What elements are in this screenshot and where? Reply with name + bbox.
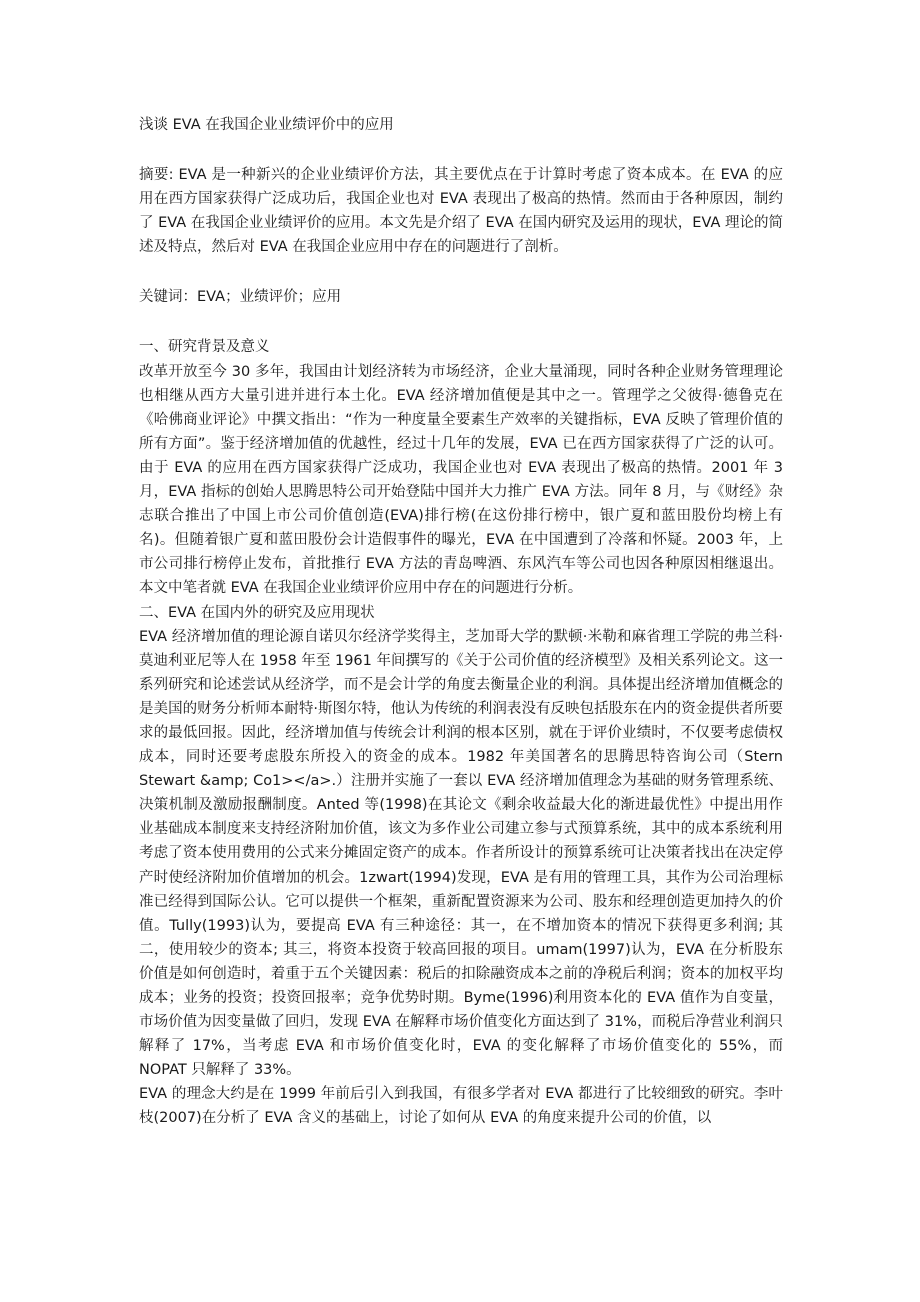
document-page <box>139 113 783 1131</box>
domestic-research-paragraph: EVA 的理念大约是在 1999 年前后引入到我国，有很多学者对 EVA 都进行了比较细致的研究。李叶枝(2007)在分析了 EVA 含义的基础上，讨论了如何从 EVA 的角度来提升公司的价值，以 <box>139 1086 783 1127</box>
keywords-line: 关键词：EVA；业绩评价；应用 <box>139 289 342 306</box>
research-status-paragraph: EVA 经济增加值的理论源自诺贝尔经济学奖得主，芝加哥大学的默顿·米勒和麻省理工学院的弗兰科·莫迪利亚尼等人在 1958 年至 1961 年间撰写的《关于公司价值的经济模型》及相关系列论文。这一系列研究和论述尝试从经济学，而不是会计学的角度去衡量企业的利润。具体提出经济增加值概念的是美国的财务分析师本耐特·斯图尔特，他认为传统的利润表没有反映包括股东在内的资金提供者所要求的最低回报。因此，经济增加值与传统会计利润的根本区别，就在于评价业绩时，不仅要考虑债权成本，同时还要考虑股东所投入的资金的成本。1982 年美国著名的思腾思特咨询公司（Stern Stewart &amp; Co1></a>.）注册并实施了一套以 EVA 经济增加值理念为基础的财务管理系统、决策机制及激励报酬制度。Anted 等(1998)在其论文《剩余收益最大化的渐进最优性》中提出用作业基础成本制度来支持经济附加价值，该文为多作业公司建立参与式预算系统，其中的成本系统利用考虑了资本使用费用的公式来分摊固定资产的成本。作者所设计的预算系统可让决策者找出在决定停产时使经济附加价值增加的机会。1zwart(1994)发现，EVA 是有用的管理工具，其作为公司治理标准已经得到国际公认。它可以提供一个框架，重新配置资源来为公司、股东和经理创造更加持久的价值。Tully(1993)认为，要提高 EVA 有三种途径：其一，在不增加资本的情况下获得更多利润; 其二，使用较少的资本; 其三，将资本投资于较高回报的项目。umam(1997)认为，EVA 在分析股东价值是如何创造时，着重于五个关键因素：税后的扣除融资成本之前的净税后利润；资本的加权平均成本；业务的投资；投资回报率；竞争优势时期。Byme(1996)利用资本化的 EVA 值作为自变量，市场价值为因变量做了回归，发现 EVA 在解释市场价值变化方面达到了 31%，而税后净营业利润只解释了 17%，当考虑 EVA 和市场价值变化时，EVA 的变化解释了市场价值变化的 55%，而 NOPAT 只解释了 33%。 <box>139 628 783 1079</box>
section-heading-research-status: 二、EVA 在国内外的研究及应用现状 <box>139 604 375 621</box>
section-heading-background: 一、研究背景及意义 <box>139 339 270 356</box>
background-paragraph: 改革开放至今 30 多年，我国由计划经济转为市场经济，企业大量涌现，同时各种企业财务管理理论也相继从西方大量引进并进行本土化。EVA 经济增加值便是其中之一。管理学之父彼得·德鲁克在《哈佛商业评论》中撰文指出：“作为一种度量全要素生产效率的关键指标，EVA 反映了管理价值的所有方面”。鉴于经济增加值的优越性，经过十几年的发展，EVA 已在西方国家获得了广泛的认可。由于 EVA 的应用在西方国家获得广泛成功，我国企业也对 EVA 表现出了极高的热情。2001 年 3 月，EVA 指标的创始人思腾思特公司开始登陆中国并大力推广 EVA 方法。同年 8 月，与《财经》杂志联合推出了中国上市公司价值创造(EVA)排行榜(在这份排行榜中，银广夏和蓝田股份均榜上有名)。但随着银广夏和蓝田股份会计造假事件的曝光，EVA 在中国遭到了冷落和怀疑。2003 年，上市公司排行榜停止发布，首批推行 EVA 方法的青岛啤酒、东风汽车等公司也因各种原因相继退出。本文中笔者就 EVA 在我国企业业绩评价应用中存在的问题进行分析。 <box>139 363 783 597</box>
abstract-paragraph: 摘要: EVA 是一种新兴的企业业绩评价方法，其主要优点在于计算时考虑了资本成本。在 EVA 的应用在西方国家获得广泛成功后，我国企业也对 EVA 表现出了极高的热情。然而由于各种原因，制约了 EVA 在我国企业业绩评价的应用。本文先是介绍了 EVA 在国内研究及运用的现状，EVA 理论的简述及特点，然后对 EVA 在我国企业应用中存在的问题进行了剖析。 <box>139 167 783 256</box>
document-title: 浅谈 EVA 在我国企业业绩评价中的应用 <box>139 117 394 133</box>
